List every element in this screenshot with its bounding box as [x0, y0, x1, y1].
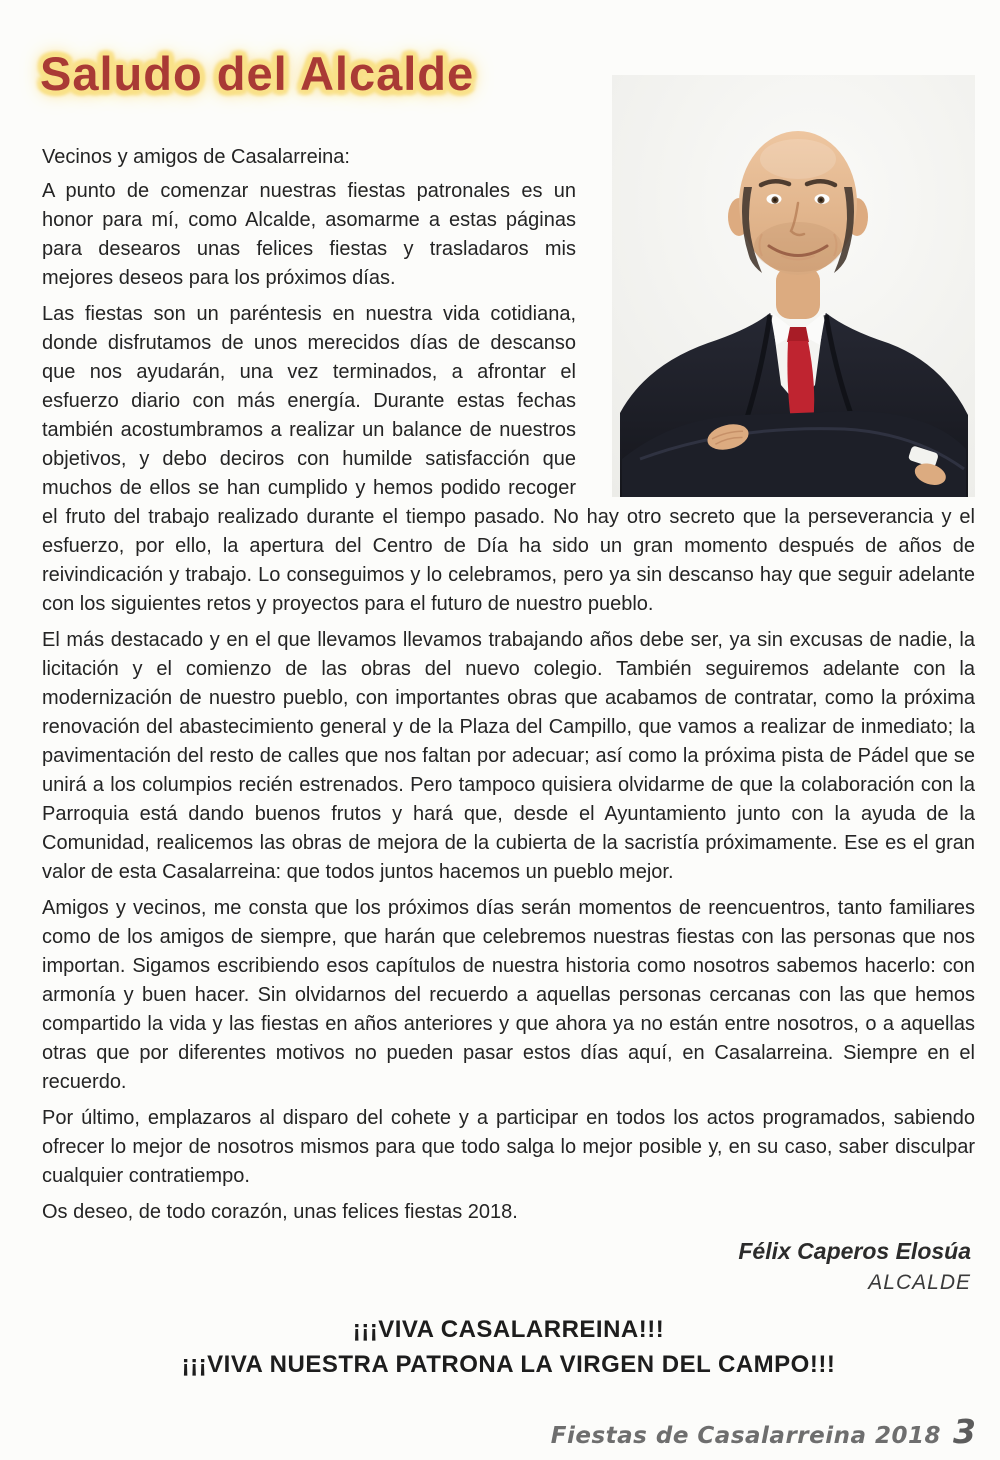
viva-line-1: ¡¡¡VIVA CASALARREINA!!! [352, 1316, 665, 1343]
footer-page-number: 3 [953, 1412, 976, 1451]
signature-block [42, 1234, 975, 1298]
footer-text: Fiestas de Casalarreina 2018 [550, 1423, 942, 1449]
vivas-block [42, 1312, 975, 1382]
footer [551, 1412, 976, 1451]
signature-role: ALCALDE [868, 1271, 971, 1294]
salutation: Vecinos y amigos de Casalarreina: [42, 146, 350, 168]
photo-wrap-spacer [590, 143, 975, 497]
paragraph: Las fiestas son un paréntesis en nuestra vida cotidiana, donde disfrutamos de unos merecidos días de descanso que nos ayudarán, una vez terminados, a afrontar el esfuerzo diario con más energía. Durante estas fechas también acostumbramos a realizar un balance de nuestros objetivos, y debo deciros con humilde satisfacción que muchos de ellos se han cumplido y hemos podido recoger el fruto del trabajo realizado durante el tiempo pasado. No hay otro secreto que la perseverancia y el esfuerzo, por ello, la apertura del Centro de Día ha sido un gran momento después de años de reivindicación y trabajo. Lo conseguimos y lo celebramos, pero ya sin descanso hay que seguir adelante con los siguientes retos y proyectos para el futuro de nuestro pueblo. [42, 303, 975, 615]
page-title: Saludo del Alcalde [40, 47, 475, 100]
paragraph: Amigos y vecinos, me consta que los próximos días serán momentos de reencuentros, tanto familiares como de los amigos de siempre, que harán que celebremos nuestras fiestas con las personas que nos importan. Sigamos escribiendo esos capítulos de nuestra historia como nosotros sabemos hacerlo: con armonía y buen hacer. Sin olvidarnos del recuerdo a aquellas personas cercanas con las que hemos compartido la vida y las fiestas en años anteriores y que ahora ya no están entre nosotros, o a aquellas otras que por diferentes motivos no pueden pasar estos días aquí, en Casalarreina. Siempre en el recuerdo. [42, 897, 975, 1093]
paragraph: Os deseo, de todo corazón, unas felices fiestas 2018. [42, 1201, 518, 1223]
paragraph: Por último, emplazaros al disparo del cohete y a participar en todos los actos programados, sabiendo ofrecer lo mejor de nosotros mismos para que todo salga lo mejor posible y, en su caso, saber disculpar cualquier contratiempo. [42, 1107, 975, 1187]
viva-line-2: ¡¡¡VIVA NUESTRA PATRONA LA VIRGEN DEL CAMPO!!! [181, 1351, 836, 1378]
letter-body [42, 143, 975, 1382]
paragraph: El más destacado y en el que llevamos llevamos trabajando años debe ser, ya sin excusas de nadie, la licitación y el comienzo de las obras del nuevo colegio. También seguiremos adelante con la modernización de nuestro pueblo, con importantes obras que acabamos de contratar, como la próxima renovación del abastecimiento general y de la Plaza del Campillo, que vamos a realizar de inmediato; la pavimentación del resto de calles que nos faltan por adecuar; así como la próxima pista de Pádel que se unirá a los columpios recién estrenados. Pero tampoco quisiera olvidarme de que la colaboración con la Parroquia está dando buenos frutos y hará que, desde el Ayuntamiento junto con la ayuda de la Comunidad, realicemos las obras de mejora de la cubierta de la sacristía próximamente. Ese es el gran valor de esta Casalarreina: que todos juntos hacemos un pueblo mejor. [42, 629, 975, 883]
paragraph: A punto de comenzar nuestras fiestas patronales es un honor para mí, como Alcalde, asomarme a estas páginas para desearos unas felices fiestas y trasladaros mis mejores deseos para los próximos días. [42, 180, 576, 289]
signature-name: Félix Caperos Elosúa [738, 1238, 971, 1264]
